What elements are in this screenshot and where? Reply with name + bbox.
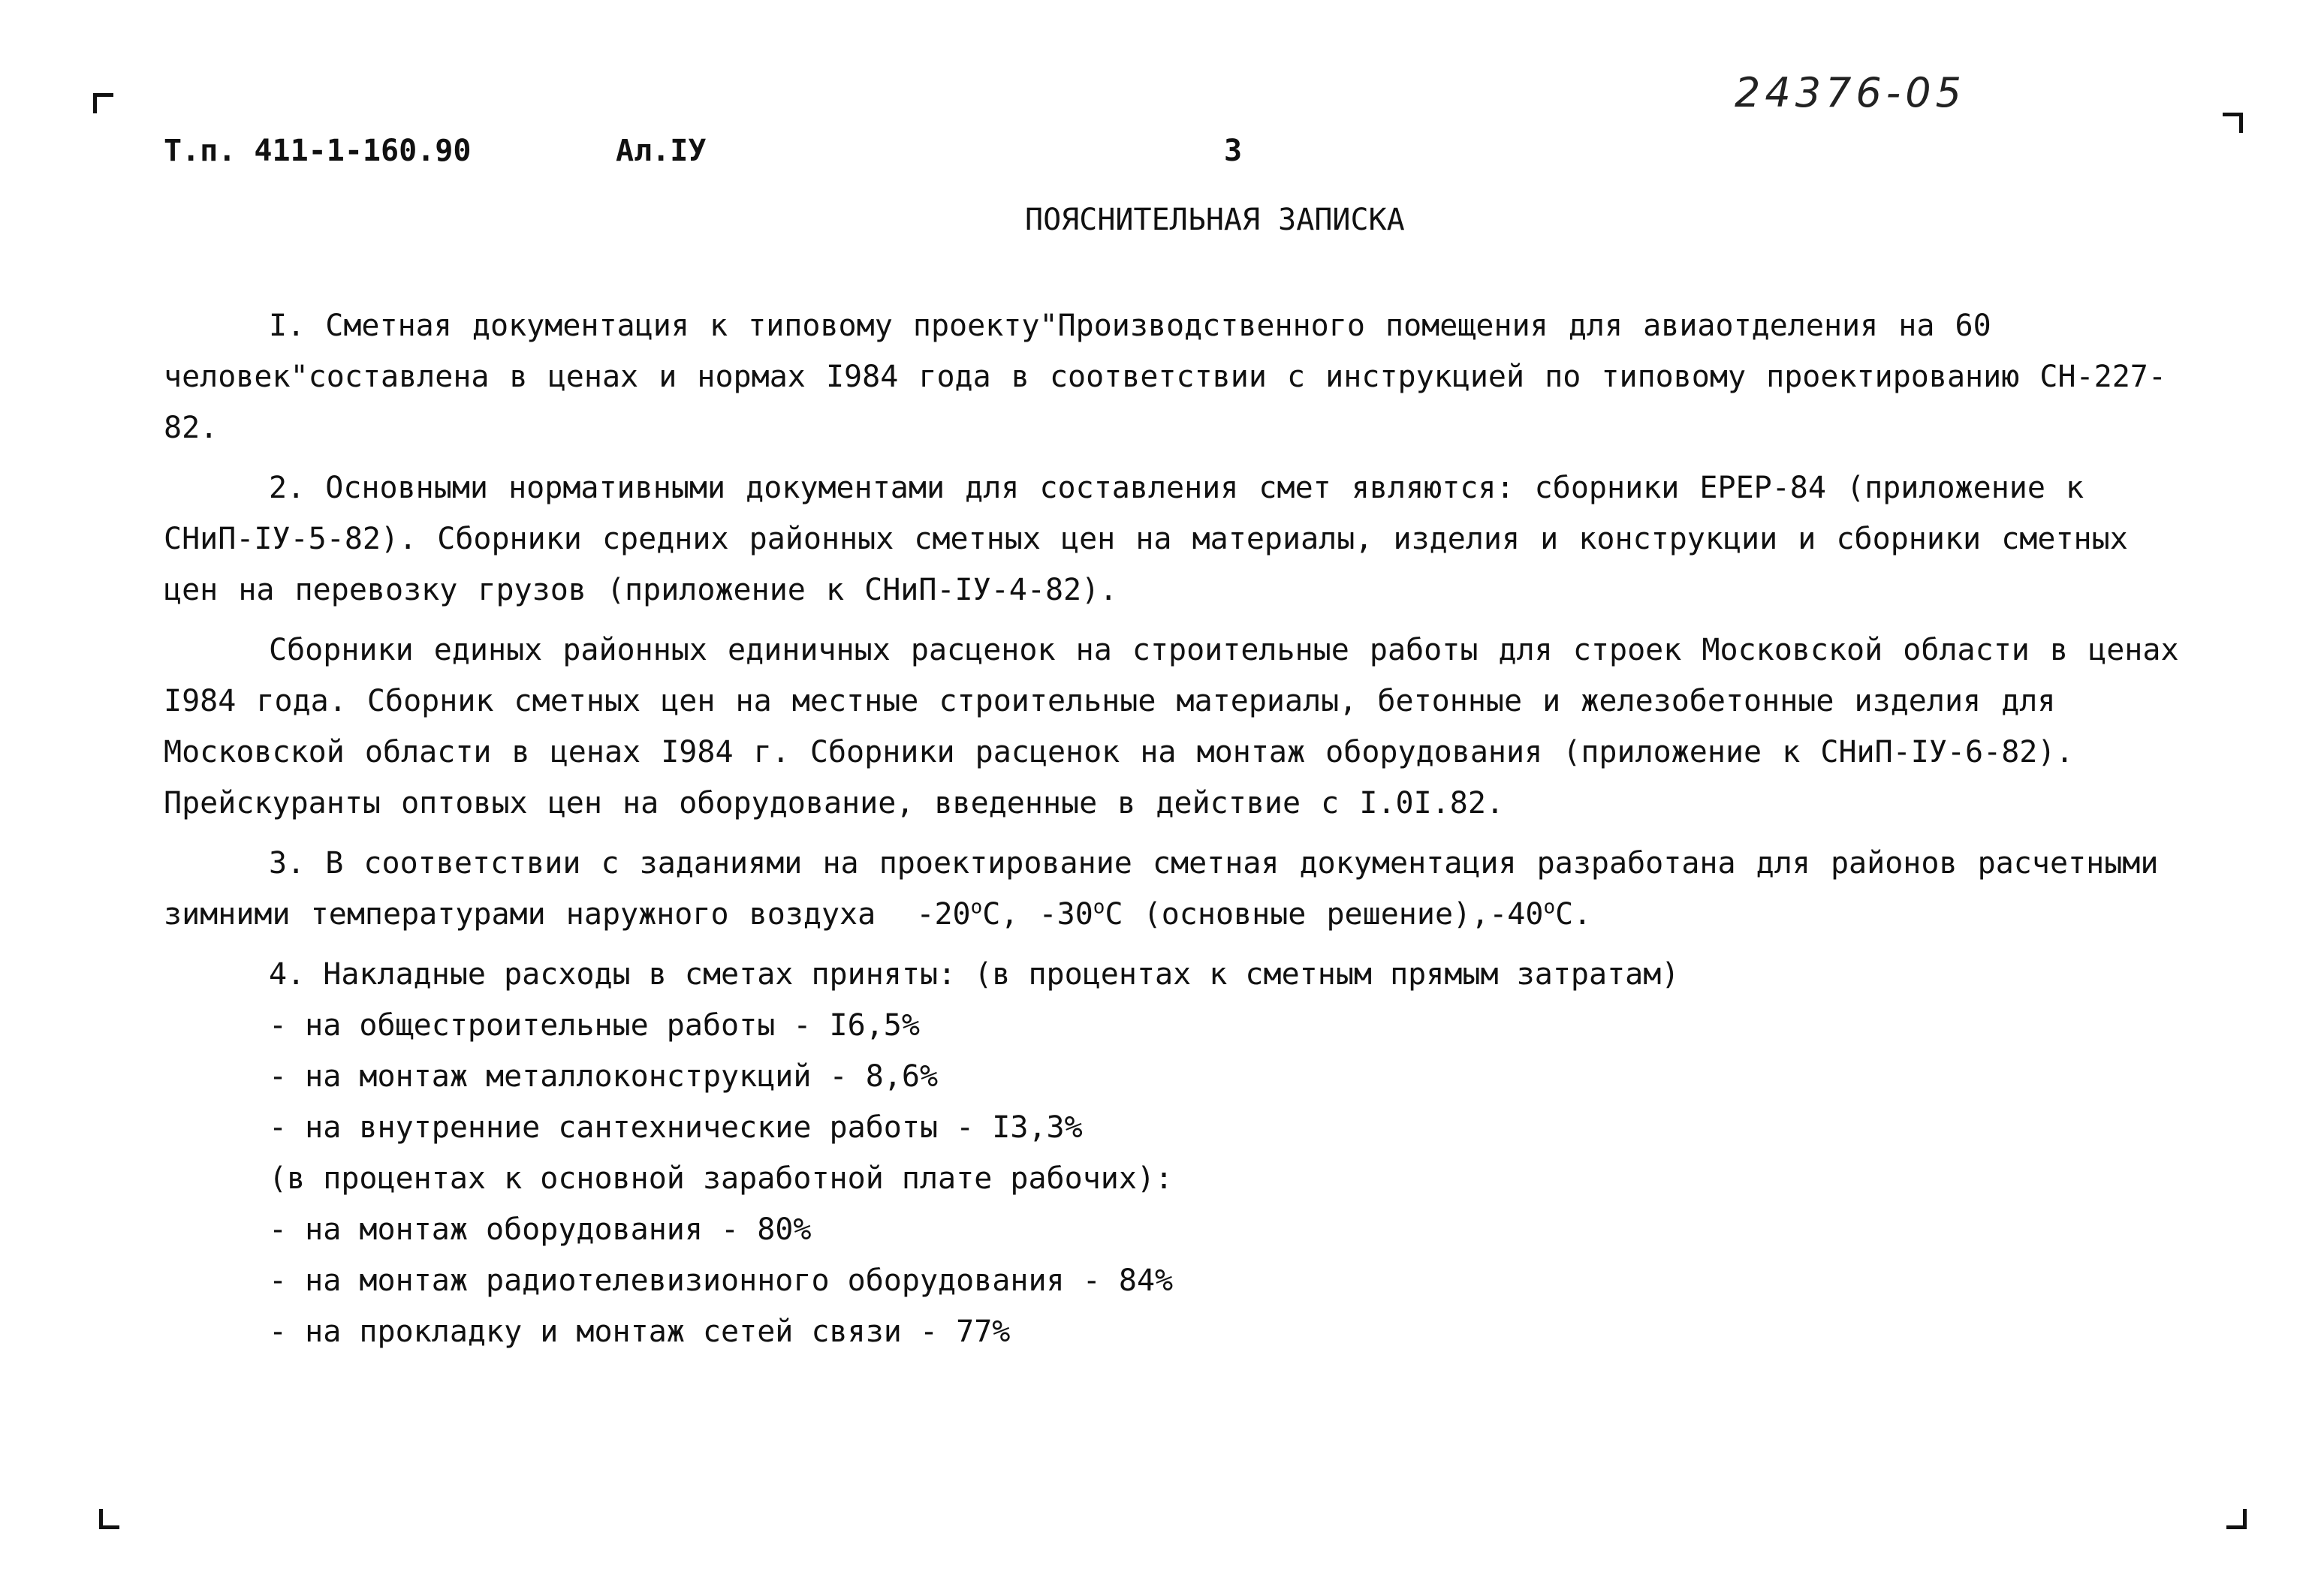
list-item: - на монтаж металлоконструкций - 8,6%: [269, 1059, 939, 1094]
wage-heading: (в процентах к основной заработной плате рабочих):: [269, 1161, 1174, 1196]
paragraph-4-text: 3. В соответствии с заданиями на проектирование сметная документация разработана для районов расчетными зимними температурами наружного воздуха: [164, 846, 2159, 932]
paragraph-4: 3. В соответствии с заданиями на проектирование сметная документация разработана для районов расчетными зимними температурами наружного воздуха -20$^o$C, -30$^o$C (основные решение),-40$^o$C.: [164, 846, 2159, 932]
document-body: [164, 300, 2191, 1357]
paragraph-3: Сборники единых районных единичных расценок на строительные работы для строек Московской области в ценах I984 года. Сборник сметных цен на местные строительные материалы, бетонные и железобетонные изделия для Московской области в ценах I984 г. Сборники расценок на монтаж оборудования (приложение к СНиП-IУ-6-82). Прейскуранты оптовых цен на оборудование, введенные в действие с I.0I.82.: [164, 633, 2179, 821]
crop-mark-top-right: [2223, 113, 2243, 133]
temperature-1-unit: C: [982, 897, 1001, 932]
overheads-heading: 4. Накладные расходы в сметах приняты: (в процентах к сметным прямым затратам): [269, 957, 1680, 992]
list-item: - на монтаж радиотелевизионного оборудования - 84%: [269, 1263, 1174, 1298]
crop-mark-bottom-right: [2226, 1509, 2247, 1529]
overheads-direct-list: [164, 1000, 2191, 1357]
paragraph-2: 2. Основными нормативными документами для составления смет являются: сборники ЕРЕР-84 (приложение к СНиП-IУ-5-82). Сборники средних районных сметных цен на материалы, изделия и конструкции и сборники сметных цен на перевозку грузов (приложение к СНиП-IУ-4-82).: [164, 471, 2128, 607]
project-label: Т.п. 411-1-160.90: [164, 134, 472, 168]
inventory-number: 24376-05: [1735, 69, 1966, 116]
temperature-3-unit: C: [1555, 897, 1574, 932]
temperature-2: -30: [1038, 897, 1093, 932]
page-header: [0, 134, 2306, 179]
sheet-label: Ал.IУ: [616, 134, 707, 168]
temperature-2-unit: C: [1105, 897, 1123, 932]
page-title: ПОЯСНИТЕЛЬНАЯ ЗАПИСКА: [1025, 203, 1405, 237]
crop-mark-top-left: [93, 93, 113, 113]
temperature-1: -20: [916, 897, 971, 932]
list-item: - на внутренние сантехнические работы - I3,3%: [269, 1110, 1083, 1145]
list-item: - на прокладку и монтаж сетей связи - 77%: [269, 1314, 1011, 1349]
crop-mark-bottom-left: [99, 1509, 119, 1529]
paragraph-4-mid: (основные решение),: [1143, 897, 1490, 932]
paragraph-1: I. Сметная документация к типовому проекту"Производственного помещения для авиаотделения на 60 человек"составлена в ценах и нормах I984 года в соответствии с инструкцией по типовому проектированию СН-227-82.: [164, 309, 2166, 445]
temperature-3: -40: [1489, 897, 1544, 932]
list-item: - на общестроительные работы - I6,5%: [269, 1008, 920, 1043]
page-number: 3: [1224, 134, 1243, 168]
list-item: - на монтаж оборудования - 80%: [269, 1212, 812, 1247]
